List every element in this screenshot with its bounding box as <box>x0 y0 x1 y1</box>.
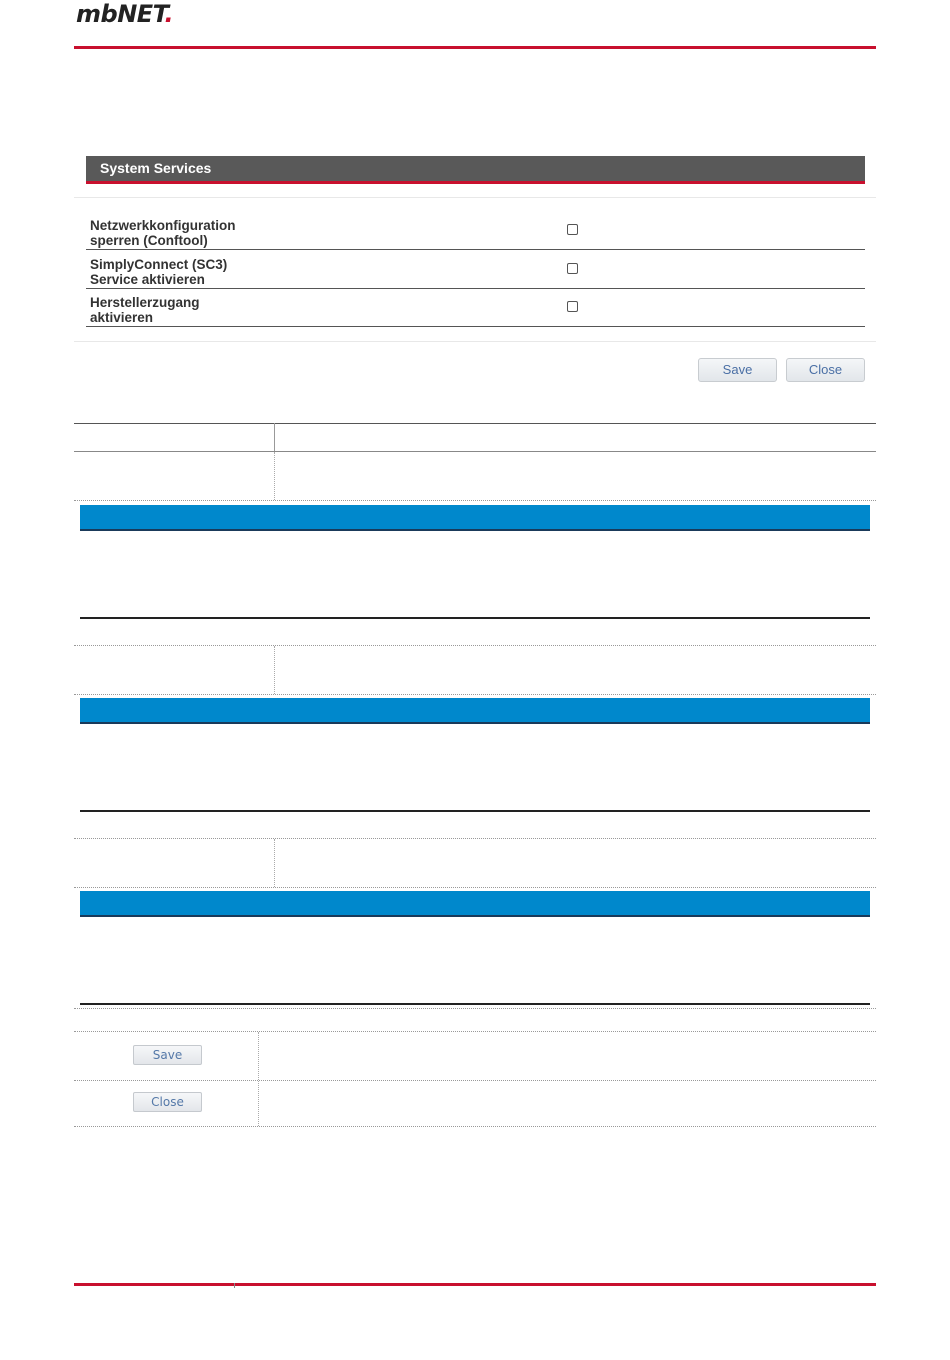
footer-tick <box>234 1283 235 1288</box>
table-rule <box>74 500 876 501</box>
service-label: Netzwerkkonfiguration sperren (Conftool) <box>90 218 236 248</box>
service-label: SimplyConnect (SC3) Service aktivieren <box>90 257 228 287</box>
table-rule <box>74 1008 876 1009</box>
section-rule <box>80 1003 870 1005</box>
table-divider <box>274 839 275 887</box>
close-button-image[interactable]: Close <box>133 1092 202 1112</box>
service-row-manufacturer <box>86 289 865 327</box>
section-bar <box>80 698 870 724</box>
table-rule <box>74 645 876 646</box>
service-row-conftool <box>86 212 865 250</box>
table-divider <box>258 1032 259 1126</box>
service-label: Herstellerzugang aktivieren <box>90 295 200 325</box>
save-button[interactable]: Save <box>698 358 777 382</box>
close-button[interactable]: Close <box>786 358 865 382</box>
table-rule <box>74 887 876 888</box>
panel-title: System Services <box>100 160 212 176</box>
section-rule <box>80 617 870 619</box>
footer-rule <box>74 1283 876 1286</box>
manufacturer-access-checkbox[interactable] <box>567 301 578 312</box>
panel-separator <box>74 341 876 342</box>
table-divider <box>274 423 275 451</box>
table-rule <box>74 1031 876 1032</box>
header-rule <box>74 46 876 49</box>
table-rule <box>74 1080 876 1081</box>
mbnet-logo: mbNET. <box>76 0 174 28</box>
section-rule <box>80 810 870 812</box>
section-bar <box>80 891 870 917</box>
table-divider <box>274 646 275 694</box>
panel-separator <box>74 197 876 198</box>
conftool-checkbox[interactable] <box>567 224 578 235</box>
sc3-checkbox[interactable] <box>567 263 578 274</box>
panel-title-bar <box>86 156 865 184</box>
section-bar <box>80 505 870 531</box>
table-rule <box>74 694 876 695</box>
service-row-sc3 <box>86 251 865 289</box>
table-divider <box>274 452 275 500</box>
table-rule <box>74 838 876 839</box>
table-rule <box>74 451 876 452</box>
table-rule <box>74 423 876 424</box>
save-button-image[interactable]: Save <box>133 1045 202 1065</box>
table-rule <box>74 1126 876 1127</box>
